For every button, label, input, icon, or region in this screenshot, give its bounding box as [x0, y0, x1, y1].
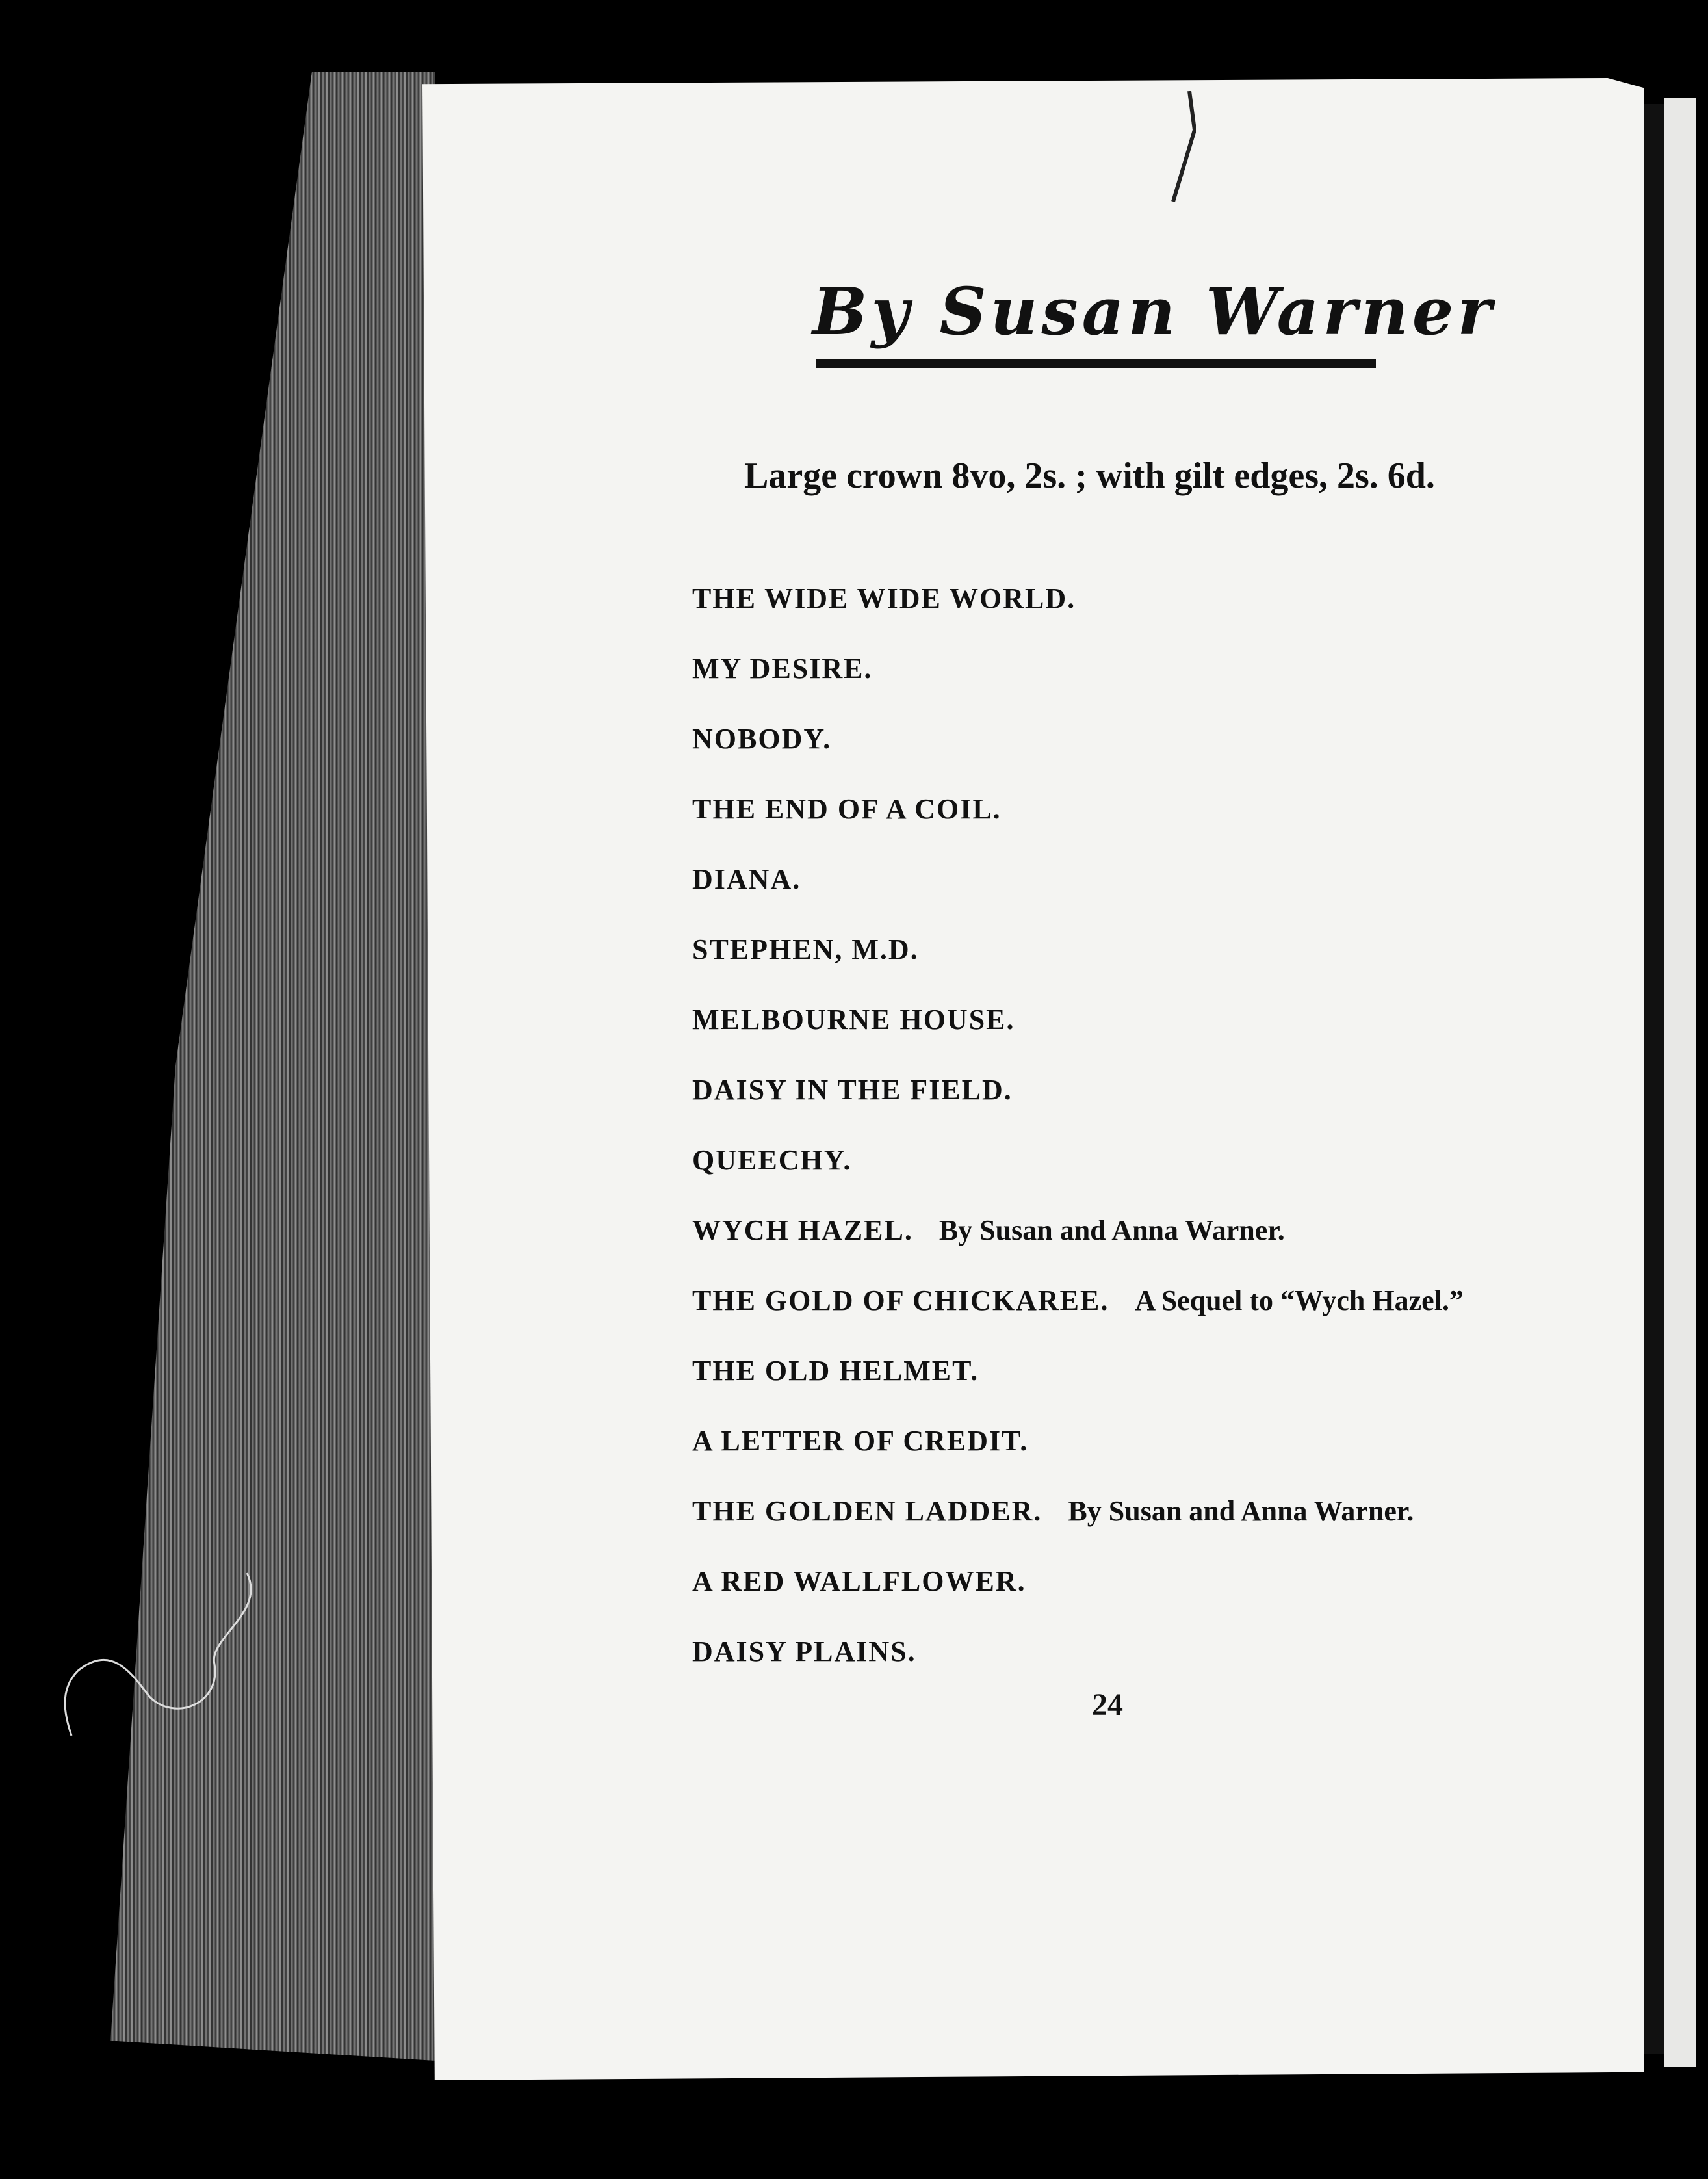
- book-entry: [692, 863, 1464, 933]
- book-entry: [692, 1073, 1464, 1143]
- gutter-shadow: [1644, 104, 1664, 2054]
- book-title: THE WIDE WIDE WORLD.: [692, 582, 1076, 614]
- book-title: DIANA.: [692, 863, 801, 895]
- book-title: MELBOURNE HOUSE.: [692, 1004, 1015, 1036]
- book-entry: [692, 652, 1464, 722]
- book-note: A Sequel to “Wych Hazel.”: [1135, 1285, 1464, 1316]
- book-title-list: [692, 582, 1464, 1705]
- book-entry: [692, 1635, 1464, 1705]
- book-title: A LETTER OF CREDIT.: [692, 1425, 1029, 1457]
- book-title: WYCH HAZEL.: [692, 1214, 913, 1246]
- book-entry: [692, 933, 1464, 1003]
- book-entry: [692, 1214, 1464, 1284]
- book-title: THE GOLDEN LADDER.: [692, 1495, 1042, 1527]
- book-title: THE GOLD OF CHICKAREE.: [692, 1285, 1109, 1316]
- book-note: By Susan and Anna Warner.: [938, 1214, 1285, 1246]
- title-underline: [816, 359, 1376, 368]
- book-title: NOBODY.: [692, 723, 832, 755]
- book-entry: [692, 1494, 1464, 1565]
- book-title: THE OLD HELMET.: [692, 1355, 979, 1387]
- book-title: MY DESIRE.: [692, 653, 873, 685]
- page-title: By Susan Warner: [812, 273, 1496, 350]
- next-page-edge: [1664, 98, 1696, 2067]
- book-title: A RED WALLFLOWER.: [692, 1565, 1026, 1597]
- book-entry: [692, 1284, 1464, 1354]
- curl-mark: [52, 1560, 266, 1742]
- book-title: STEPHEN, M.D.: [692, 933, 919, 965]
- book-entry: [692, 792, 1464, 863]
- book-note: By Susan and Anna Warner.: [1068, 1495, 1414, 1527]
- tear-mark: [1170, 91, 1196, 202]
- page-number: 24: [1092, 1688, 1123, 1722]
- book-title: DAISY IN THE FIELD.: [692, 1074, 1013, 1106]
- book-entry: [692, 722, 1464, 792]
- page-edges-stack: [110, 72, 435, 2061]
- book-entry: [692, 1424, 1464, 1494]
- book-title: DAISY PLAINS.: [692, 1636, 916, 1667]
- book-entry: [692, 582, 1464, 652]
- book-entry: [692, 1354, 1464, 1424]
- book-title: THE END OF A COIL.: [692, 793, 1002, 825]
- book-entry: [692, 1003, 1464, 1073]
- book-title: QUEECHY.: [692, 1144, 852, 1176]
- book-entry: [692, 1565, 1464, 1635]
- edition-price-line: Large crown 8vo, 2s. ; with gilt edges, 2s. 6d.: [744, 456, 1435, 496]
- book-entry: [692, 1143, 1464, 1214]
